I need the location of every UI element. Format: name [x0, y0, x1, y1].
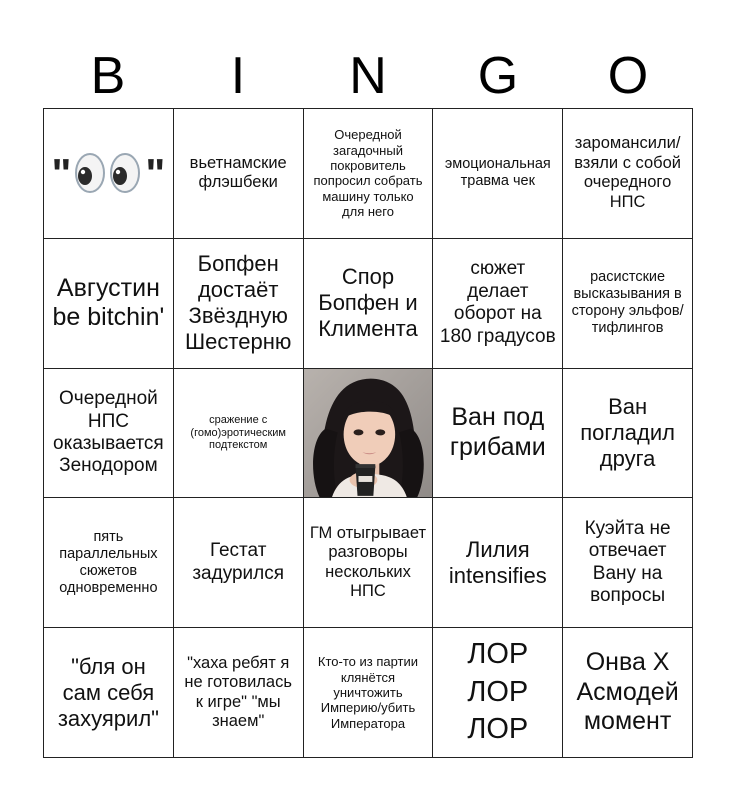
header-letter-g: G	[477, 47, 519, 105]
bingo-cell-1-1[interactable]	[44, 109, 174, 239]
bingo-cell-5-5[interactable]: Онва X Асмодей момент	[563, 628, 693, 758]
bingo-cell-1-2[interactable]: вьетнамские флэшбеки	[174, 109, 304, 239]
bingo-cell-4-2[interactable]: Гестат задурился	[174, 498, 304, 628]
bingo-cell-3-1[interactable]: Очередной НПС оказывается Зенодором	[44, 369, 174, 499]
header-letter-n: N	[349, 47, 387, 105]
bingo-cell-2-2[interactable]: Бопфен достаёт Звёздную Шестерню	[174, 239, 304, 369]
bingo-header	[43, 48, 693, 104]
bingo-cell-4-5[interactable]: Куэйта не отвечает Вану на вопросы	[563, 498, 693, 628]
woman-with-cup-image	[304, 369, 433, 498]
bingo-cell-5-1[interactable]: "бля он сам себя захуярил"	[44, 628, 174, 758]
header-letter-b: B	[90, 47, 126, 105]
header-letter-o: O	[607, 47, 649, 105]
eyes-icon	[73, 151, 143, 195]
bingo-cell-4-3[interactable]: ГМ отыгрывает разговоры нескольких НПС	[304, 498, 434, 628]
bingo-cell-5-3[interactable]: Кто-то из партии клянётся уничтожить Империю/убить Императора	[304, 628, 434, 758]
eyes-emoji-icon: " "	[51, 149, 166, 197]
bingo-cell-5-4[interactable]: ЛОР ЛОР ЛОР	[433, 628, 563, 758]
bingo-cell-5-2[interactable]: "хаха ребят я не готовилась к игре" "мы знаем"	[174, 628, 304, 758]
bingo-cell-3-5[interactable]: Ван погладил друга	[563, 369, 693, 499]
bingo-cell-2-3[interactable]: Спор Бопфен и Климента	[304, 239, 434, 369]
bingo-cell-3-4[interactable]: Ван под грибами	[433, 369, 563, 499]
bingo-cell-2-1[interactable]: Августин be bitchin'	[44, 239, 174, 369]
bingo-cell-2-4[interactable]: сюжет делает оборот на 180 градусов	[433, 239, 563, 369]
bingo-cell-1-4[interactable]: эмоциональная травма чек	[433, 109, 563, 239]
bingo-cell-1-3[interactable]: Очередной загадочный покровитель попросил собрать машину только для него	[304, 109, 434, 239]
bingo-cell-1-5[interactable]: заромансили/ взяли с собой очередного НПС	[563, 109, 693, 239]
free-space-photo[interactable]	[304, 369, 434, 499]
bingo-cell-4-1[interactable]: пять параллельных сюжетов одновременно	[44, 498, 174, 628]
header-letter-i: I	[230, 47, 246, 105]
bingo-grid	[43, 108, 693, 758]
bingo-cell-4-4[interactable]: Лилия intensifies	[433, 498, 563, 628]
bingo-cell-2-5[interactable]: расистские высказывания в сторону эльфов/ тифлингов	[563, 239, 693, 369]
bingo-cell-3-2[interactable]: сражение с (гомо)эротическим подтекстом	[174, 369, 304, 499]
